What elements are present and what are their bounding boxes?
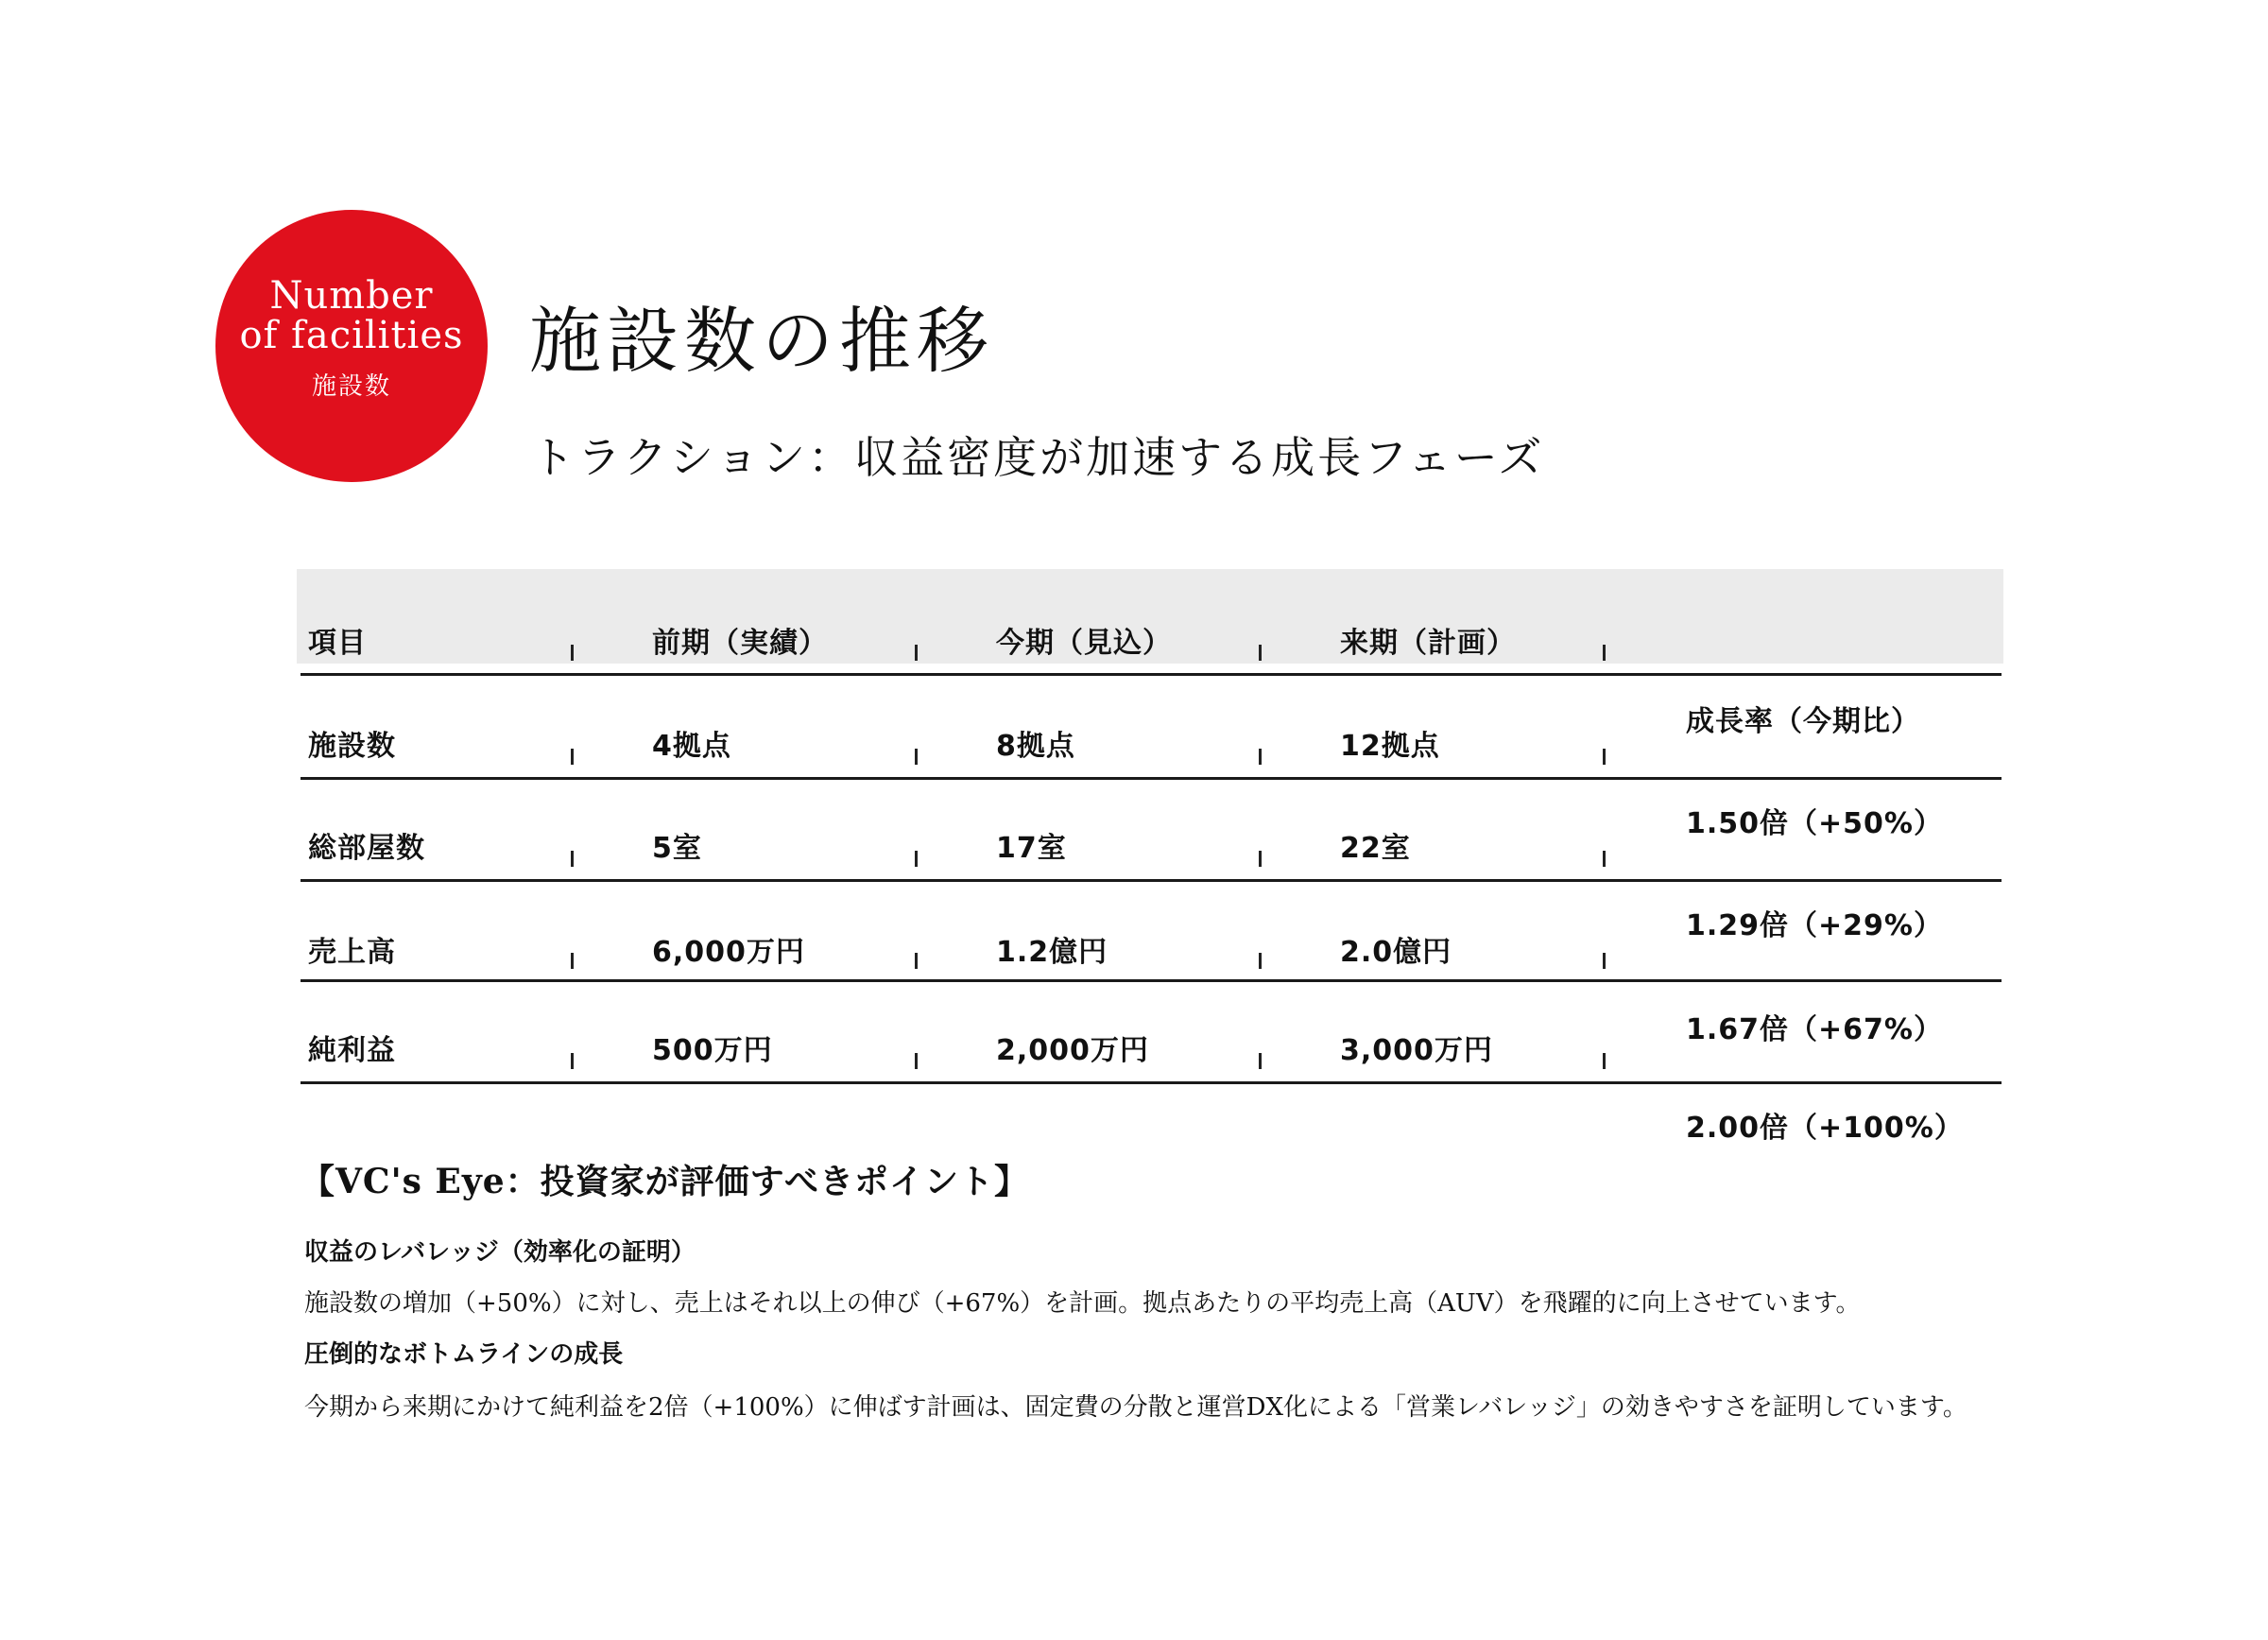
- header-prev: 前期（実績）: [652, 627, 828, 660]
- row2-item: 総部屋数: [308, 832, 425, 865]
- column-separator-tick: [1603, 645, 1606, 661]
- row1-prev: 4拠点: [652, 730, 731, 763]
- row2-curr: 17室: [996, 832, 1067, 865]
- row3-curr: 1.2億円: [996, 936, 1108, 969]
- page-subtitle: トラクション：収益密度が加速する成長フェーズ: [531, 432, 1545, 483]
- column-separator-tick: [1259, 645, 1262, 661]
- column-separator-tick: [1603, 749, 1606, 765]
- page-title: 施設数の推移: [529, 299, 994, 383]
- column-separator-tick: [915, 1053, 918, 1069]
- growth-header: 成長率（今期比）: [1686, 705, 1920, 738]
- row4-item: 純利益: [308, 1034, 396, 1067]
- column-separator-tick: [1259, 953, 1262, 969]
- row-divider: [301, 777, 2002, 780]
- header-next: 来期（計画）: [1340, 627, 1516, 660]
- row2-next: 22室: [1340, 832, 1411, 865]
- row-divider: [301, 979, 2002, 982]
- row-divider: [301, 673, 2002, 676]
- row3-next: 2.0億円: [1340, 936, 1452, 969]
- row4-prev: 500万円: [652, 1034, 773, 1067]
- row4-next: 3,000万円: [1340, 1034, 1493, 1067]
- column-separator-tick: [1603, 1053, 1606, 1069]
- vc-eye-title: 【VC's Eye：投資家が評価すべきポイント】: [301, 1162, 1029, 1201]
- badge-en-line1: Number: [269, 274, 434, 318]
- row1-curr: 8拠点: [996, 730, 1075, 763]
- vc-point1-heading: 収益のレバレッジ（効率化の証明）: [304, 1238, 696, 1267]
- column-separator-tick: [915, 953, 918, 969]
- column-separator-tick: [571, 749, 574, 765]
- column-separator-tick: [1603, 851, 1606, 867]
- column-separator-tick: [915, 851, 918, 867]
- growth-value-2: 1.29倍（+29%）: [1686, 909, 1943, 942]
- row2-prev: 5室: [652, 832, 702, 865]
- column-separator-tick: [915, 749, 918, 765]
- header-curr: 今期（見込）: [996, 627, 1172, 660]
- column-separator-tick: [571, 1053, 574, 1069]
- growth-value-4: 2.00倍（+100%）: [1686, 1112, 1964, 1145]
- column-separator-tick: [1259, 1053, 1262, 1069]
- row1-item: 施設数: [308, 730, 396, 763]
- row3-prev: 6,000万円: [652, 936, 805, 969]
- vc-point2-body: 今期から来期にかけて純利益を2倍（+100%）に伸ばす計画は、固定費の分散と運営DX化による「営業レバレッジ」の効きやすさを証明しています。: [304, 1393, 1967, 1422]
- facilities-badge: [215, 210, 488, 482]
- row3-item: 売上高: [308, 936, 396, 969]
- row-divider: [301, 1081, 2002, 1084]
- vc-point2-heading: 圧倒的なボトムラインの成長: [304, 1340, 624, 1369]
- row4-curr: 2,000万円: [996, 1034, 1149, 1067]
- column-separator-tick: [1259, 851, 1262, 867]
- growth-value-3: 1.67倍（+67%）: [1686, 1013, 1943, 1046]
- column-separator-tick: [571, 645, 574, 661]
- row-divider: [301, 879, 2002, 882]
- header-item: 項目: [308, 627, 367, 660]
- column-separator-tick: [571, 851, 574, 867]
- column-separator-tick: [1259, 749, 1262, 765]
- growth-value-1: 1.50倍（+50%）: [1686, 807, 1943, 840]
- column-separator-tick: [1603, 953, 1606, 969]
- vc-point1-body: 施設数の増加（+50%）に対し、売上はそれ以上の伸び（+67%）を計画。拠点あたりの平均売上高（AUV）を飛躍的に向上させています。: [304, 1289, 1861, 1318]
- row1-next: 12拠点: [1340, 730, 1440, 763]
- column-separator-tick: [915, 645, 918, 661]
- column-separator-tick: [571, 953, 574, 969]
- badge-en-line2: of facilities: [239, 314, 464, 357]
- badge-jp: 施設数: [311, 372, 391, 401]
